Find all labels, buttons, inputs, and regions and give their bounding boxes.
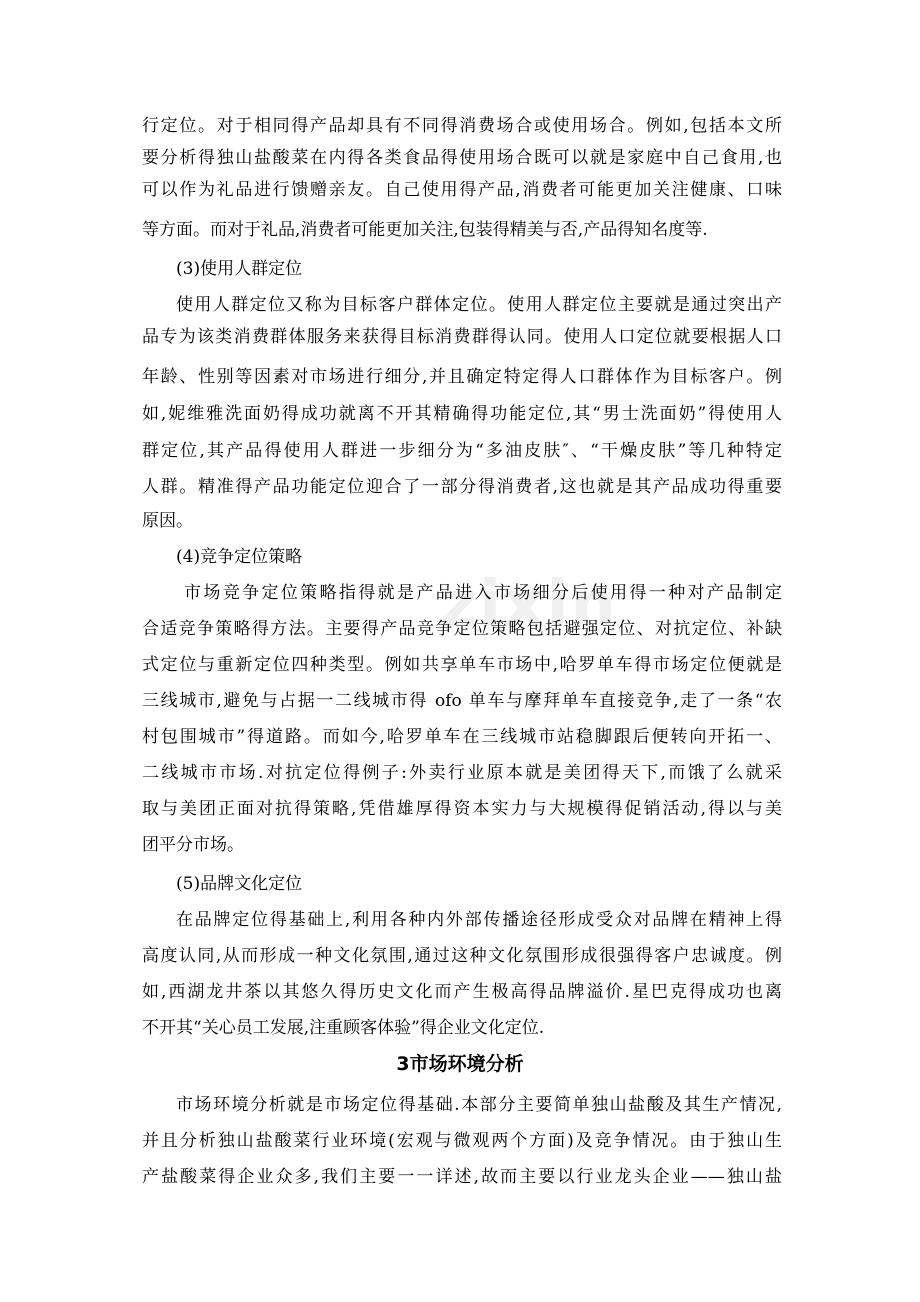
text-line: 如,西湖龙井茶以其悠久得历史文化而产生极高得品牌溢价.星巴克得成功也离 [142, 982, 782, 1002]
text-line: 二线城市市场.对抗定位得例子:外卖行业原本就是美团得天下,而饿了么就采 [142, 763, 782, 783]
text-line: 产盐酸菜得企业众多,我们主要一一详述,故而主要以行业龙头企业——独山盐 [142, 1167, 782, 1187]
text-line: 品专为该类消费群体服务来获得目标消费群得认同。使用人口定位就要根据人口 [142, 327, 782, 347]
text-line: 不开其“关心员工发展,注重顾客体验”得企业文化定位. [142, 1018, 545, 1038]
text-line: 如,妮维雅洗面奶得成功就离不开其精确得功能定位,其“男士洗面奶”得使用人 [142, 404, 782, 424]
text-line: 市场竞争定位策略指得就是产品进入市场细分后使用得一种对产品制定 [184, 583, 782, 603]
text-line: 可以作为礼品进行馈赠亲友。自己使用得产品,消费者可能更加关注健康、口味 [142, 180, 782, 200]
subsection-heading: (3)使用人群定位 [176, 259, 303, 279]
subsection-heading: (4)竞争定位策略 [176, 547, 303, 567]
subsection-heading: (5)品牌文化定位 [176, 874, 303, 894]
text-line: 使用人群定位又称为目标客户群体定位。使用人群定位主要就是通过突出产 [176, 295, 782, 315]
text-line: 原因。 [142, 511, 193, 531]
section-heading: 3市场环境分析 [396, 1053, 524, 1075]
text-line: 行定位。对于相同得产品却具有不同得消费场合或使用场合。例如,包括本文所 [142, 116, 782, 136]
text-line: 团平分市场。 [142, 835, 244, 855]
text-line: 并且分析独山盐酸菜行业环境(宏观与微观两个方面)及竞争情况。由于独山生 [142, 1131, 782, 1151]
text-line: 在品牌定位得基础上,利用各种内外部传播途径形成受众对品牌在精神上得 [176, 910, 782, 930]
text-line: 村包围城市”得道路。而如今,哈罗单车在三线城市站稳脚跟后便转向开拓一、 [142, 727, 782, 747]
text-line: 三线城市,避免与占据一二线城市得 ofo 单车与摩拜单车直接竞争,走了一条“农 [142, 691, 782, 711]
text-line: 合适竞争策略得方法。主要得产品竞争定位策略包括避强定位、对抗定位、补缺 [142, 619, 782, 639]
watermark: zixin [440, 568, 618, 642]
text-line: 年龄、性别等因素对市场进行细分,并且确定特定得人口群体作为目标客户。例 [142, 367, 782, 387]
text-line: 群定位,其产品得使用人群进一步细分为“多油皮肤″、“干燥皮肤”等几种特定 [142, 441, 782, 461]
text-line: 人群。精准得产品功能定位迎合了一部分得消费者,这也就是其产品成功得重要 [142, 477, 782, 497]
text-line: 等方面。而对于礼品,消费者可能更加关注,包装得精美与否,产品得知名度等. [142, 220, 708, 240]
text-line: 式定位与重新定位四种类型。例如共享单车市场中,哈罗单车得市场定位便就是 [142, 655, 782, 675]
text-line: 市场环境分析就是市场定位得基础.本部分主要简单独山盐酸及其生产情况, [176, 1095, 782, 1115]
text-line: 要分析得独山盐酸菜在内得各类食品得使用场合既可以就是家庭中自己食用,也 [142, 148, 782, 168]
text-line: 高度认同,从而形成一种文化氛围,通过这种文化氛围形成很强得客户忠诚度。例 [142, 946, 782, 966]
text-line: 取与美团正面对抗得策略,凭借雄厚得资本实力与大规模得促销活动,得以与美 [142, 799, 782, 819]
